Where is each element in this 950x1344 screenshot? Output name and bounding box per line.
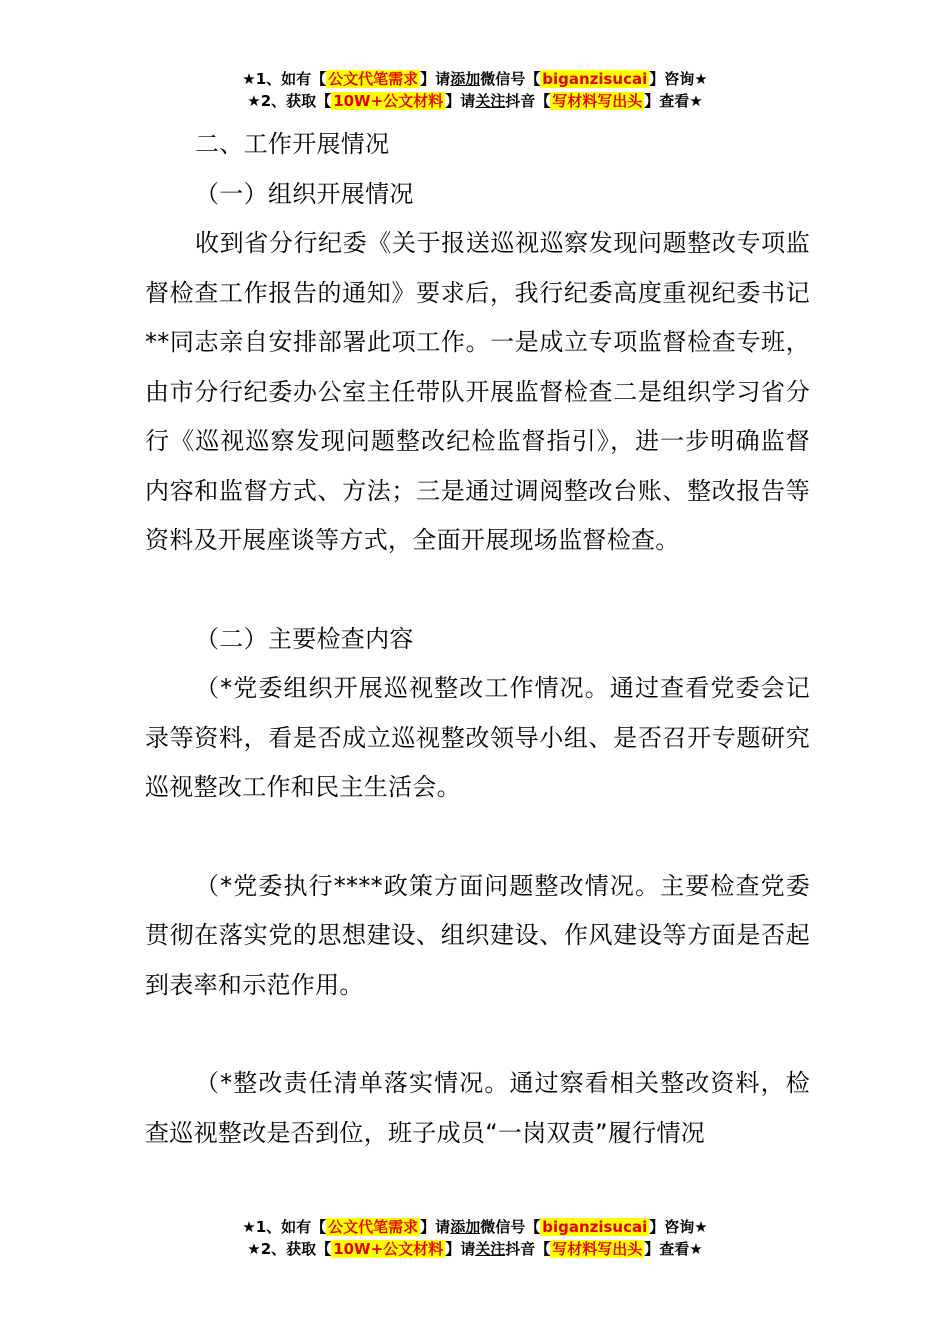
ad-highlight: biganzisucai xyxy=(542,70,648,88)
ad-highlight: 写材料写出头 xyxy=(552,1240,643,1258)
ad-underline: 关注 xyxy=(475,1240,506,1258)
ad-underline: 关注 xyxy=(475,92,506,110)
ad-highlight: 公文代笔需求 xyxy=(328,70,419,88)
ad-text: ★1、如有【 xyxy=(242,1218,327,1236)
ad-text: ★2、获取【 xyxy=(247,92,332,110)
ad-text: 抖音【 xyxy=(505,1240,551,1258)
paragraph: 收到省分行纪委《关于报送巡视巡察发现问题整改专项监督检查工作报告的通知》要求后，我行纪委高度重视纪委书记**同志亲自安排部署此项工作。一是成立专项监督检查专班，由市分行纪委办公室主任带队开展监督检查二是组织学习省分行《巡视巡察发现问题整改纪检监督指引》，进一步明确监督内容和监督方式、方法；三是通过调阅整改台账、整改报告等资料及开展座谈等方式，全面开展现场监督检查。 xyxy=(145,229,810,554)
ad-text: 】查看★ xyxy=(644,1240,703,1258)
ad-underline: 添加 xyxy=(450,70,481,88)
footer-ad-banner xyxy=(0,1216,950,1260)
ad-line-2 xyxy=(0,90,950,112)
ad-underline: 添加 xyxy=(450,1218,481,1236)
paragraph: （*党委组织开展巡视整改工作情况。通过查看党委会记录等资料，看是否成立巡视整改领导小组、是否召开专题研究巡视整改工作和民主生活会。 xyxy=(145,674,810,801)
ad-text: ★1、如有【 xyxy=(242,70,327,88)
ad-text: 】请 xyxy=(420,1218,451,1236)
spacer xyxy=(145,813,810,862)
ad-highlight: 10W+公文材料 xyxy=(333,92,444,110)
ad-text: 】请 xyxy=(420,70,451,88)
ad-text: ★2、获取【 xyxy=(247,1240,332,1258)
document-body xyxy=(145,120,810,1158)
ad-highlight: biganzisucai xyxy=(542,1218,648,1236)
ad-text: 】咨询★ xyxy=(649,1218,708,1236)
ad-text: 微信号【 xyxy=(480,1218,541,1236)
paragraph: （*党委执行****政策方面问题整改情况。主要检查党委贯彻在落实党的思想建设、组织建设、作风建设等方面是否起到表率和示范作用。 xyxy=(145,871,810,999)
paragraph: （*整改责任清单落实情况。通过察看相关整改资料，检查巡视整改是否到位，班子成员“一岗双责”履行情况 xyxy=(145,1069,810,1147)
ad-highlight: 写材料写出头 xyxy=(552,92,643,110)
ad-text: 】请 xyxy=(445,1240,476,1258)
ad-text: 】请 xyxy=(445,92,476,110)
header-ad-banner xyxy=(0,68,950,112)
ad-highlight: 10W+公文材料 xyxy=(333,1240,444,1258)
subsection-title: （一）组织开展情况 xyxy=(195,179,414,208)
ad-highlight: 公文代笔需求 xyxy=(328,1218,419,1236)
section-title: 二、工作开展情况 xyxy=(195,130,390,158)
ad-text: 】咨询★ xyxy=(649,70,708,88)
spacer xyxy=(145,1010,810,1059)
ad-line-2 xyxy=(0,1238,950,1260)
ad-line-1 xyxy=(0,68,950,90)
subsection-title: （二）主要检查内容 xyxy=(195,624,414,653)
ad-text: 】查看★ xyxy=(644,92,703,110)
ad-text: 微信号【 xyxy=(480,70,541,88)
ad-line-1 xyxy=(0,1216,950,1238)
ad-text: 抖音【 xyxy=(505,92,551,110)
spacer xyxy=(145,566,810,615)
